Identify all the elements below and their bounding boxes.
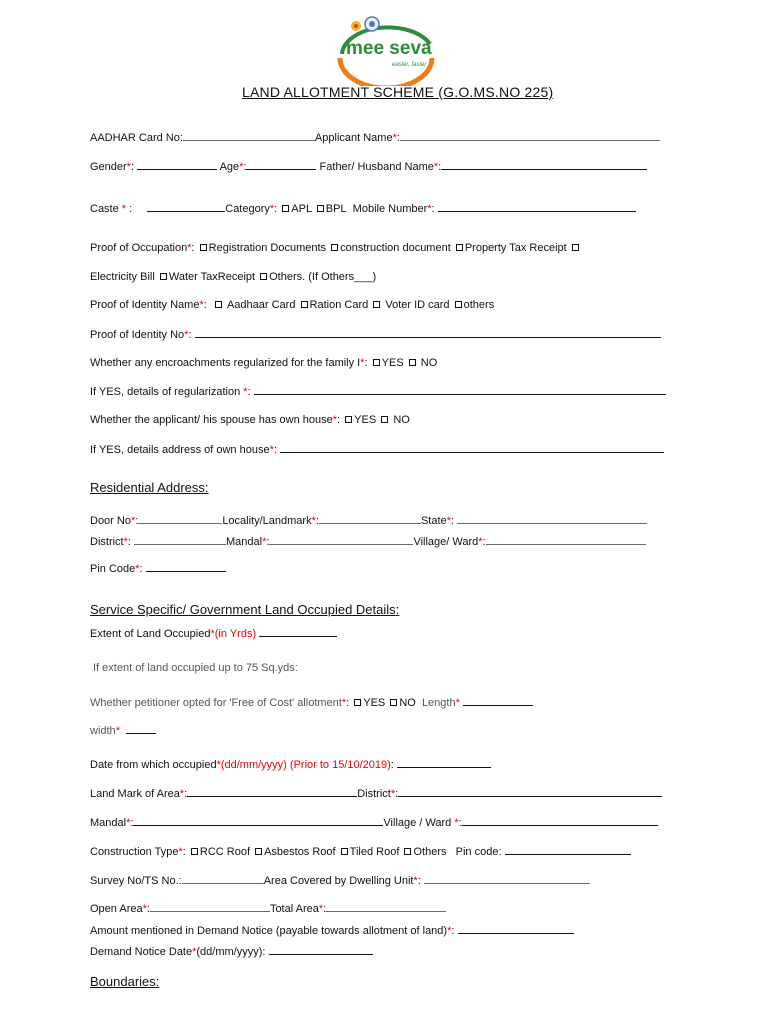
caste-input[interactable]: [147, 202, 225, 212]
land-pincode-input[interactable]: [505, 845, 631, 855]
others-checkbox[interactable]: [455, 301, 462, 308]
property-tax-checkbox[interactable]: [456, 244, 463, 251]
occupation-label: Proof of Occupation: [90, 242, 188, 254]
water-tax-checkbox[interactable]: [260, 273, 267, 280]
length-label: Length: [421, 697, 456, 709]
asbestos-checkbox[interactable]: [255, 848, 262, 855]
regularization-row: If YES, details of regularization *:: [90, 385, 666, 398]
identity-no-label: Proof of Identity No: [90, 329, 185, 341]
village-input[interactable]: [486, 535, 646, 545]
required-marker: *: [332, 414, 338, 426]
mobile-label: Mobile Number: [352, 203, 428, 215]
own-house-details-input[interactable]: [280, 443, 664, 453]
state-label: State: [420, 515, 447, 527]
locality-input[interactable]: [319, 514, 421, 524]
aadhar-input[interactable]: [183, 131, 315, 141]
required-marker: *: [478, 536, 483, 548]
mandal-label: Mandal: [226, 536, 263, 548]
encroach-row: Whether any encroachments regularized for the family I*: YES NO: [90, 357, 438, 369]
survey-row: Survey No/TS No.: Area Covered by Dwelling Unit*:: [90, 874, 590, 887]
required-marker: *: [392, 132, 397, 144]
own-house-details-label: If YES, details address of own house: [90, 444, 270, 456]
trailing-checkbox[interactable]: [572, 244, 579, 251]
required-marker: *: [126, 817, 131, 829]
required-marker: *: [115, 725, 120, 737]
survey-label: Survey No/TS No.:: [90, 875, 182, 887]
identity-label: Proof of Identity Name: [90, 299, 200, 311]
free-yes-label: YES: [363, 697, 386, 709]
boundaries-heading-text: Boundaries: [90, 974, 156, 989]
regularization-label: If YES, details of regularization: [90, 386, 244, 398]
own-house-yes-label: YES: [354, 414, 377, 426]
required-marker: *: [192, 946, 197, 958]
required-marker: *: [446, 515, 451, 527]
identity-no-input[interactable]: [195, 328, 661, 338]
width-row: [90, 724, 156, 737]
others-roof-checkbox[interactable]: [404, 848, 411, 855]
required-marker: *: [318, 903, 324, 915]
required-marker: *: [121, 203, 127, 215]
aadhar-label: AADHAR Card No:: [90, 132, 183, 144]
own-house-no-checkbox[interactable]: [381, 416, 388, 423]
own-house-no-label: NO: [393, 414, 410, 426]
land-district-input[interactable]: [398, 787, 662, 797]
open-area-input[interactable]: [150, 902, 270, 912]
construction-row: Construction Type*: RCC Roof Asbestos Roof Tiled Roof Others Pin code:: [90, 845, 631, 858]
required-marker: *: [187, 242, 192, 254]
required-marker: *: [269, 444, 274, 456]
demand-label: Amount mentioned in Demand Notice (payable towards allotment of land): [90, 925, 448, 937]
caste-label: Caste: [90, 203, 122, 215]
free-cost-row: Whether petitioner opted for 'Free of Cost' allotment*: YES NO Length*: [90, 696, 533, 709]
father-husband-label: Father/ Husband Name: [319, 161, 434, 173]
others-label: Others. (If Others___): [269, 271, 377, 283]
date-occupied-row: Date from which occupied*(dd/mm/yyyy) (Prior to 15/10/2019):: [90, 758, 491, 771]
apl-checkbox[interactable]: [282, 205, 289, 212]
electricity-label: Electricity Bill: [90, 271, 155, 283]
gender-label: Gender: [90, 161, 127, 173]
date-occupied-label: Date from which occupied: [90, 759, 217, 771]
door-row: Door No*: Locality/Landmark*: State*:: [90, 514, 647, 527]
land-village-label: Village / Ward: [383, 817, 455, 829]
land-mandal-label: Mandal: [90, 817, 127, 829]
total-area-input[interactable]: [326, 902, 446, 912]
required-marker: *: [390, 788, 396, 800]
extent-row: [90, 627, 337, 640]
covered-label: Area Covered by Dwelling Unit: [263, 875, 414, 887]
occupation-row: Proof of Occupation*: Registration Documents construction document Property Tax Receipt: [90, 242, 581, 254]
covered-input[interactable]: [424, 874, 590, 884]
tiled-checkbox[interactable]: [341, 848, 348, 855]
age-input[interactable]: [246, 160, 316, 170]
required-marker: *: [179, 788, 185, 800]
demand-date-format: (dd/mm/yyyy):: [196, 946, 269, 958]
required-marker: *: [216, 759, 221, 771]
extent-label: Extent of Land Occupied: [90, 628, 211, 640]
demand-input[interactable]: [458, 924, 574, 934]
required-marker: *: [210, 628, 215, 640]
encroach-no-label: NO: [420, 357, 438, 369]
landmark-row: Land Mark of Area*: District*:: [90, 787, 662, 800]
electricity-checkbox[interactable]: [160, 273, 167, 280]
residential-heading-text: Residential Address: [90, 480, 205, 495]
occupation-row-2: [90, 271, 376, 283]
applicant-name-input[interactable]: [400, 131, 660, 141]
demand-date-input[interactable]: [269, 945, 373, 955]
required-marker: *: [243, 386, 248, 398]
others-roof-label: Others: [413, 846, 447, 858]
rcc-checkbox[interactable]: [191, 848, 198, 855]
required-marker: *: [455, 697, 460, 709]
asbestos-label: Asbestos Roof: [264, 846, 336, 858]
village-label: Village/ Ward: [413, 536, 479, 548]
voter-checkbox[interactable]: [373, 301, 380, 308]
required-marker: *: [341, 697, 347, 709]
category-label: Category: [225, 203, 270, 215]
required-marker: *: [433, 161, 439, 173]
district-input[interactable]: [134, 535, 226, 545]
voter-label: Voter ID card: [385, 299, 450, 311]
required-marker: *: [184, 329, 189, 341]
required-marker: *: [360, 357, 365, 369]
ration-label: Ration Card: [309, 299, 369, 311]
free-cost-label: Whether petitioner opted for 'Free of Cost' allotment: [90, 697, 342, 709]
required-marker: *: [447, 925, 452, 937]
registration-label: Registration Documents: [208, 242, 327, 254]
gender-row: Gender*: Age*: Father/ Husband Name*:: [90, 160, 647, 173]
district-row: District*: Mandal*: Village/ Ward*:: [90, 535, 646, 548]
property-tax-label: Property Tax Receipt: [464, 242, 567, 254]
required-marker: *: [269, 203, 275, 215]
extent-unit: (in Yrds): [214, 628, 257, 640]
free-no-checkbox[interactable]: [390, 699, 397, 706]
width-label: width: [90, 725, 116, 737]
required-marker: *: [130, 515, 136, 527]
pin-label: Pin Code: [90, 563, 136, 575]
total-area-label: Total Area: [269, 903, 319, 915]
encroach-label: Whether any encroachments regularized for the family I: [90, 357, 361, 369]
logo-tagline: easier, faster: [392, 62, 427, 68]
aadhar-row: AADHAR Card No: Applicant Name*:: [90, 131, 660, 144]
father-husband-input[interactable]: [441, 160, 647, 170]
apl-label: APL: [291, 203, 312, 215]
water-tax-label: Water TaxReceipt: [168, 271, 256, 283]
identity-row: Proof of Identity Name*: Aadhaar Card Ration Card Voter ID card others: [90, 299, 495, 311]
required-marker: *: [135, 563, 140, 575]
identity-no-row: Proof of Identity No*:: [90, 328, 661, 341]
land-village-input[interactable]: [462, 816, 658, 826]
land-mandal-row: Mandal*: Village / Ward *:: [90, 816, 658, 829]
construction-label: Construction Type: [90, 846, 179, 858]
extent-input[interactable]: [259, 627, 337, 637]
applicant-label: Applicant Name: [314, 132, 393, 144]
landmark-label: Land Mark of Area: [90, 788, 180, 800]
landmark-input[interactable]: [187, 787, 357, 797]
width-input[interactable]: [126, 724, 156, 734]
age-label: Age: [219, 161, 240, 173]
form-title: LAND ALLOTMENT SCHEME (G.O.MS.NO 225): [242, 84, 554, 100]
encroach-no-checkbox[interactable]: [409, 359, 416, 366]
caste-row: Caste * : Category*: APL BPL Mobile Number*:: [90, 202, 636, 215]
extent-note: If extent of land occupied up to 75 Sq.yds:: [93, 662, 298, 674]
aadhaar-label: Aadhaar Card: [226, 299, 296, 311]
residential-heading: Residential Address:: [90, 480, 209, 495]
survey-input[interactable]: [182, 874, 264, 884]
required-marker: *: [262, 536, 267, 548]
date-format: (dd/mm/yyyy) (Prior to 15/10/2019): [220, 759, 391, 771]
state-input[interactable]: [457, 514, 647, 524]
required-marker: *: [454, 817, 459, 829]
mobile-input[interactable]: [438, 202, 636, 212]
bpl-checkbox[interactable]: [317, 205, 324, 212]
service-heading-text: Service Specific/ Government Land Occupied Details: [90, 602, 396, 617]
pin-row: Pin Code*:: [90, 562, 226, 575]
boundaries-heading: Boundaries:: [90, 974, 160, 989]
rcc-label: RCC Roof: [199, 846, 250, 858]
land-mandal-input[interactable]: [133, 816, 383, 826]
gender-input[interactable]: [137, 160, 217, 170]
service-heading: Service Specific/ Government Land Occupied Details:: [90, 602, 400, 617]
open-area-row: Open Area*: Total Area*:: [90, 902, 446, 915]
encroach-yes-label: YES: [381, 357, 404, 369]
open-area-label: Open Area: [90, 903, 143, 915]
date-occupied-input[interactable]: [397, 758, 491, 768]
logo-text: mee seva: [346, 38, 432, 59]
own-house-yes-checkbox[interactable]: [345, 416, 352, 423]
own-house-row: Whether the applicant/ his spouse has own house*: YES NO: [90, 414, 410, 426]
others-id-label: others: [463, 299, 495, 311]
required-marker: *: [239, 161, 244, 173]
own-house-label: Whether the applicant/ his spouse has own house: [90, 414, 333, 426]
demand-date-row: [90, 945, 373, 958]
registration-checkbox[interactable]: [200, 244, 207, 251]
ration-checkbox[interactable]: [301, 301, 308, 308]
demand-date-label: Demand Notice Date: [90, 946, 193, 958]
district-label: District: [90, 536, 124, 548]
required-marker: *: [123, 536, 128, 548]
required-marker: *: [311, 515, 316, 527]
bpl-label: BPL: [325, 203, 347, 215]
required-marker: *: [413, 875, 418, 887]
required-marker: *: [199, 299, 204, 311]
required-marker: *: [142, 903, 147, 915]
required-marker: *: [178, 846, 183, 858]
construction-doc-checkbox[interactable]: [331, 244, 338, 251]
encroach-yes-checkbox[interactable]: [373, 359, 380, 366]
door-input[interactable]: [138, 514, 222, 524]
required-marker: *: [427, 203, 432, 215]
demand-row: Amount mentioned in Demand Notice (payable towards allotment of land)*:: [90, 924, 574, 937]
mee-seva-logo: [334, 14, 438, 86]
land-district-label: District: [357, 788, 391, 800]
own-house-details-row: If YES, details address of own house*:: [90, 443, 664, 456]
land-pincode-label: Pin code:: [455, 846, 502, 858]
length-input[interactable]: [463, 696, 533, 706]
free-no-label: NO: [399, 697, 416, 709]
pin-input[interactable]: [146, 562, 226, 572]
aadhaar-checkbox[interactable]: [215, 301, 222, 308]
mandal-input[interactable]: [269, 535, 413, 545]
construction-doc-label: construction document: [340, 242, 451, 254]
required-marker: *: [126, 161, 131, 173]
door-label: Door No: [90, 515, 131, 527]
free-yes-checkbox[interactable]: [354, 699, 361, 706]
locality-label: Locality/Landmark: [222, 515, 312, 527]
regularization-input[interactable]: [254, 385, 666, 395]
tiled-label: Tiled Roof: [349, 846, 400, 858]
